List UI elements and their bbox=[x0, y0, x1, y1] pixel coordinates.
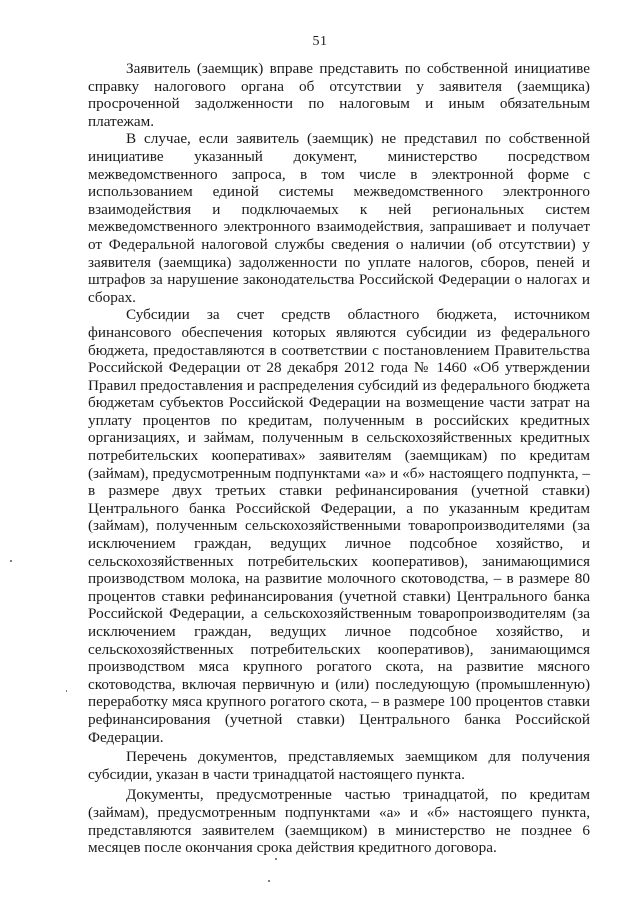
paragraph-subsidy-rates: Субсидии за счет средств областного бюджета, источником финансового обеспечения которых являются субсидии из федерального бюджета, предоставляются в соответствии с постановлением Правительства Российской Федерации от 28 декабря 2012 года № 1460 «Об утверждении Правил предоставления и распределения субсидий из федерального бюджета бюджетам субъектов Российской Федерации на возмещение части затрат на уплату процентов по кредитам, полученным в российских кредитных организациях, и займам, полученным в сельскохозяйственных кредитных потребительских кооперативах» заявителям (заемщикам) по кредитам (займам), предусмотренным подпунктами «а» и «б» настоящего подпункта, – в размере двух третьих ставки рефинансирования (учетной ставки) Центрального банка Российской Федерации, а по указанным кредитам (займам), полученным сельскохозяйственными товаропроизводителями (за исключением граждан, ведущих личное подсобное хозяйство, и сельскохозяйственных потребительских кооперативов), занимающимися производством молока, на развитие молочного скотоводства, – в размере 80 процентов ставки рефинансирования (учетной ставки) Центрального банка Российской Федерации, а сельскохозяйственным товаропроизводителям (за исключением граждан, ведущих личное подсобное хозяйство, и сельскохозяйственных потребительских кооперативов), занимающимся производством мяса крупного рогатого скота, на развитие мясного скотоводства, включая первичную и (или) последующую (промышленную) переработку мяса крупного рогатого скота, – в размере 100 процентов ставки рефинансирования (учетной ставки) Центрального банка Российской Федерации. bbox=[88, 306, 590, 746]
paragraph-interagency-request: В случае, если заявитель (заемщик) не представил по собственной инициативе указанный документ, министерство посредством межведомственного запроса, в том числе в электронной форме с использованием единой системы межведомственного электронного взаимодействия и подключаемых к ней региональных систем межведомственного электронного взаимодействия, запрашивает и получает от Федеральной налоговой службы сведения о наличии (об отсутствии) у заявителя (заемщика) задолженности по уплате налогов, сборов, пеней и штрафов за нарушение законодательства Российской Федерации о налогах и сборах. bbox=[88, 130, 590, 306]
scan-speck bbox=[10, 560, 12, 562]
scan-speck bbox=[66, 690, 67, 692]
paragraph-tax-certificate: Заявитель (заемщик) вправе представить по собственной инициативе справку налогового органа об отсутствии у заявителя (заемщика) просроченной задолженности по налоговым и иным обязательным платежам. bbox=[88, 60, 590, 130]
paragraph-submission-deadline: Документы, предусмотренные частью тринадцатой, по кредитам (займам), предусмотренным подпунктами «а» и «б» настоящего пункта, представляются заявителем (заемщиком) в министерство не позднее 6 месяцев после окончания срока действия кредитного договора. bbox=[88, 786, 590, 857]
document-body bbox=[88, 60, 590, 857]
scan-speck bbox=[275, 858, 277, 860]
page-number: 51 bbox=[312, 34, 328, 49]
paragraph-document-list: Перечень документов, представляемых заемщиком для получения субсидии, указан в части тринадцатой настоящего пункта. bbox=[88, 748, 590, 783]
scan-speck bbox=[268, 880, 270, 882]
